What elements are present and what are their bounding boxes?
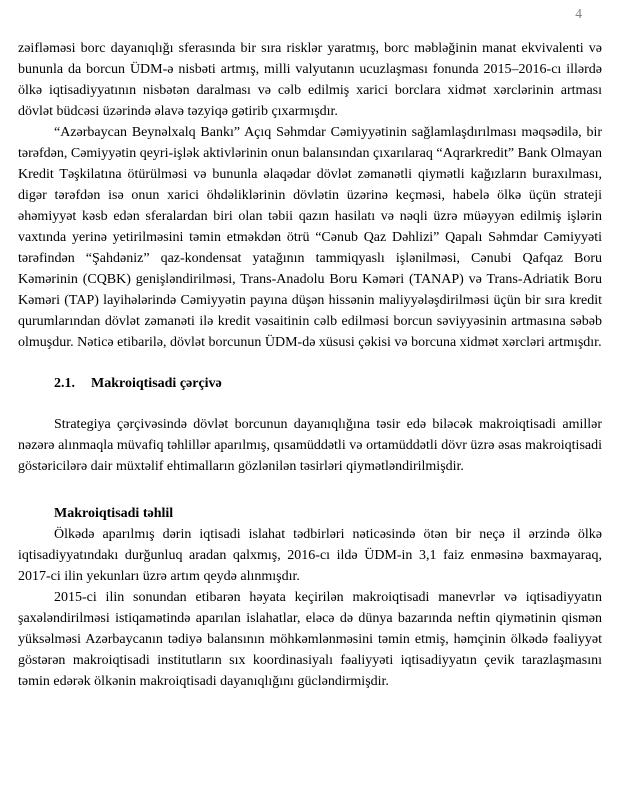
page-number: 4: [575, 6, 582, 21]
section-heading: [54, 373, 602, 394]
section-title: Makroiqtisadi çərçivə: [91, 376, 222, 391]
section-number: 2.1.: [54, 376, 75, 391]
subsection-heading: Makroiqtisadi təhlil: [54, 506, 174, 521]
body-paragraph: zəifləməsi borc dayanıqlığı sferasında bir sıra risklər yaratmış, borc məbləğinin manat ekvivalenti və bununla da borcun ÜDM-ə nisbəti artmış, milli valyutanın ucuzlaşması fonunda 2015–2016-cı illərdə ölkə iqtisadiyyatının nisbətən daralması və cəlb edilmiş xarici borclara xidmət xərclərinin artması dövlət büdcəsi üzərində əlavə təzyiqə gətirib çıxarmışdır.: [18, 41, 602, 119]
body-paragraph: Ölkədə aparılmış dərin iqtisadi islahat tədbirləri nəticəsində ötən bir neçə il ərzində ölkə iqtisadiyyatındakı durğunluq aradan qalxmış, 2016-cı ildə ÜDM-in 3,1 faiz enməsinə baxmayaraq, 2017-ci ilin yekunları üzrə artım qeydə alınmışdır.: [18, 527, 602, 584]
body-paragraph: Strategiya çərçivəsində dövlət borcunun dayanıqlığına təsir edə biləcək makroiqtisadi amillər nəzərə alınmaqla müvafiq təhlillər aparılmış, qısamüddətli və ortamüddətli dövr üzrə əsas makroiqtisadi göstəricilərə dair müxtəlif ehtimalların gözlənilən təsirləri qiymətləndirilmişdir.: [18, 417, 602, 474]
body-paragraph: “Azərbaycan Beynəlxalq Bankı” Açıq Səhmdar Cəmiyyətinin sağlamlaşdırılması məqsədilə, bir tərəfdən, Cəmiyyətin qeyri-işlək aktivlərinin onun balansından çıxarılaraq “Aqrarkredit” Bank Olmayan Kredit Təşkilatına ötürülməsi və bununla əlaqədar dövlət zəmanətli qiymətli kağızların buraxılması, digər tərəfdən isə onun xarici öhdəliklərinin dövlətin üzərinə keçməsi, habelə ölkə üçün strateji əhəmiyyət kəsb edən sferalardan biri olan təbii qazın hasilatı və nəqli üzrə müəyyən edilmiş işlərin vaxtında yerinə yetirilməsini təmin etməkdən ötrü “Cənub Qaz Dəhlizi” Qapalı Səhmdar Cəmiyyəti tərəfindən “Şahdəniz” qaz-kondensat yatağının tammiqyaslı işlənilməsi, Cənubi Qafqaz Boru Kəmərinin (CQBK) genişləndirilməsi, Trans-Anadolu Boru Kəməri (TANAP) və Trans-Adriatik Boru Kəməri (TAP) layihələrində Cəmiyyətin payına düşən hissənin maliyyələşdirilməsi üçün bir sıra kredit qurumlarından dövlət zəmanəti ilə kredit vəsaitinin cəlb edilməsi borcun səviyyəsinin artmasına səbəb olmuşdur. Nəticə etibarilə, dövlət borcunun ÜDM-də xüsusi çəkisi və borcuna xidmət xərcləri artmışdır.: [18, 125, 602, 350]
body-paragraph: 2015-ci ilin sonundan etibarən həyata keçirilən makroiqtisadi manevrlər və iqtisadiyyatın şaxələndirilməsi istiqamətində aparılan islahatlar, eləcə də dünya bazarında neftin qiymətinin qismən yüksəlməsi Azərbaycanın tədiyə balansının möhkəmlənməsini təmin etmiş, həmçinin ölkədə fəaliyyət göstərən makroiqtisadi institutların sıx koordinasiyalı fəaliyyəti iqtisadiyyatın çevik tarazlaşmasını təmin edərək ölkənin makroiqtisadi dayanıqlığını gücləndirmişdir.: [18, 590, 602, 689]
